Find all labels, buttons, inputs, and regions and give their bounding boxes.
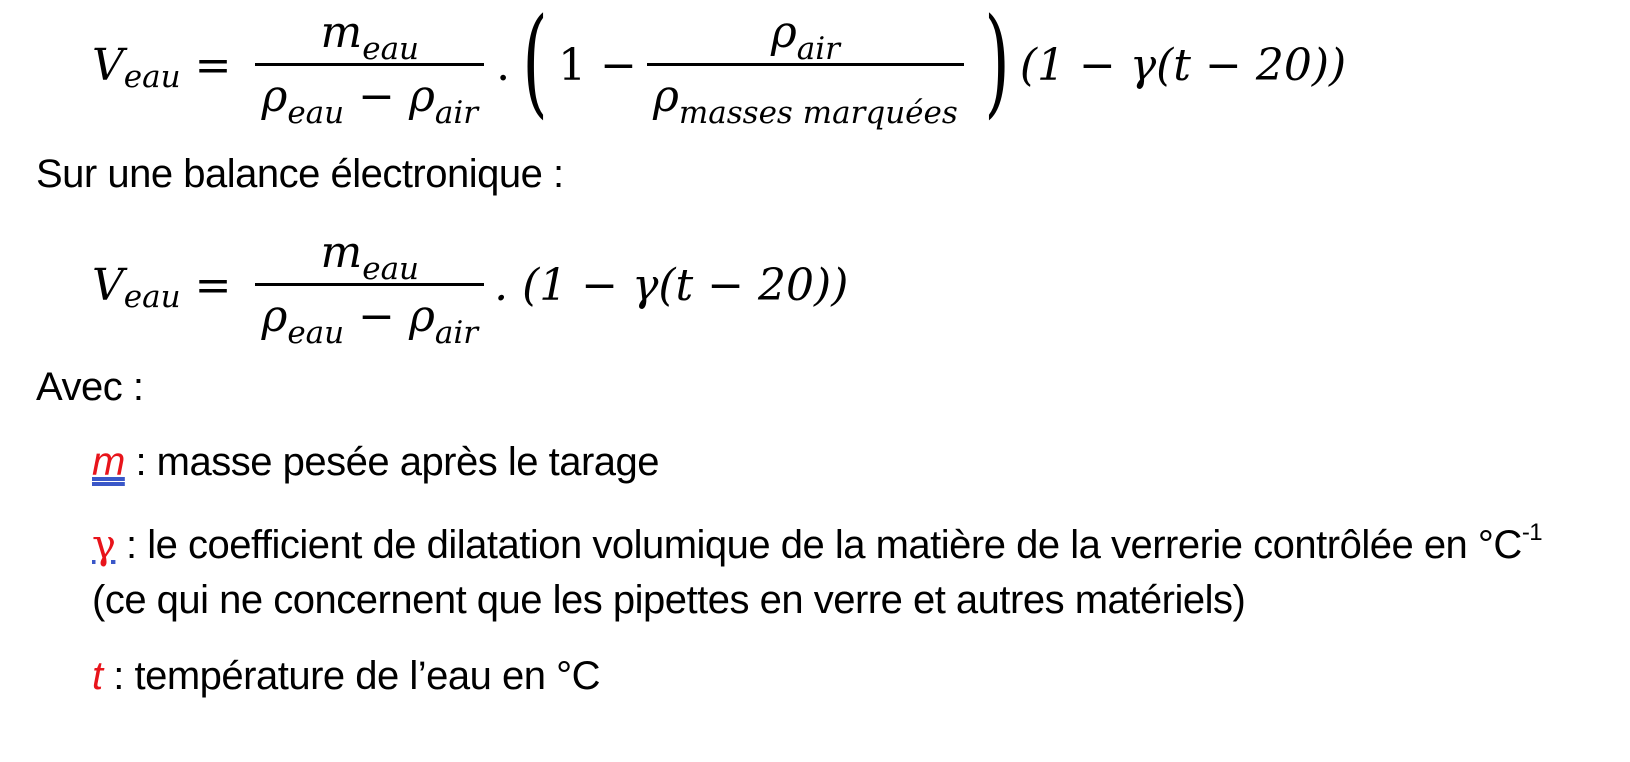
equation-full bbox=[92, 0, 1346, 130]
temperature-factor: . (1 − γ(t − 20)) bbox=[494, 259, 849, 311]
one-minus: 1 − bbox=[558, 39, 637, 91]
mass-symbol: m bbox=[320, 7, 363, 59]
mass-density-fraction bbox=[255, 7, 484, 131]
mass-variable: m bbox=[92, 440, 125, 484]
volume-symbol: V bbox=[92, 259, 124, 311]
temperature-factor: (1 − γ(t − 20)) bbox=[1019, 39, 1347, 91]
rho-water: ρ bbox=[261, 70, 288, 122]
volume-subscript: eau bbox=[123, 279, 181, 315]
definition-gamma bbox=[92, 519, 1543, 568]
temperature-definition: : température de l’eau en °C bbox=[102, 654, 600, 698]
rho-water-subscript: eau bbox=[287, 314, 345, 351]
volume-symbol: V bbox=[92, 39, 124, 91]
definition-temperature bbox=[92, 654, 600, 699]
temperature-variable: t bbox=[92, 654, 103, 698]
rho-water: ρ bbox=[261, 290, 288, 342]
gamma-variable: γ bbox=[92, 522, 116, 568]
rho-air-subscript: air bbox=[434, 94, 479, 131]
gamma-note: (ce qui ne concernent que les pipettes en verre et autres matériels) bbox=[92, 578, 1246, 622]
mass-subscript: eau bbox=[362, 251, 420, 288]
mass-subscript: eau bbox=[362, 31, 420, 68]
rho-masses-subscript: masses marquées bbox=[678, 94, 958, 131]
rho-masses: ρ bbox=[653, 70, 679, 122]
rho-water-subscript: eau bbox=[287, 94, 345, 131]
avec-label: Avec : bbox=[36, 365, 144, 409]
minus-sign: − bbox=[358, 290, 395, 342]
rho-air-subscript: air bbox=[434, 314, 479, 351]
multiply-dot: . bbox=[496, 39, 511, 91]
left-paren: ( bbox=[522, 0, 548, 130]
balance-label: Sur une balance électronique : bbox=[36, 152, 564, 196]
mass-density-fraction bbox=[255, 227, 484, 351]
air-density-fraction bbox=[647, 7, 964, 131]
rho-air-num-subscript: air bbox=[796, 31, 840, 68]
mass-definition: : masse pesée après le tarage bbox=[124, 440, 660, 484]
right-paren: ) bbox=[984, 0, 1010, 130]
minus-sign: − bbox=[358, 70, 395, 122]
mass-symbol: m bbox=[320, 227, 363, 279]
rho-air: ρ bbox=[409, 70, 435, 122]
gamma-definition: : le coefficient de dilatation volumique de la matière de la verrerie contrôlée en °C bbox=[115, 523, 1522, 567]
volume-subscript: eau bbox=[123, 59, 181, 95]
equals-sign: = bbox=[194, 259, 232, 311]
equation-electronic bbox=[92, 226, 849, 351]
unit-exponent: -1 bbox=[1521, 519, 1543, 546]
equals-sign: = bbox=[194, 39, 232, 91]
rho-air-num: ρ bbox=[770, 7, 797, 59]
definition-mass bbox=[92, 440, 659, 485]
rho-air: ρ bbox=[409, 290, 435, 342]
